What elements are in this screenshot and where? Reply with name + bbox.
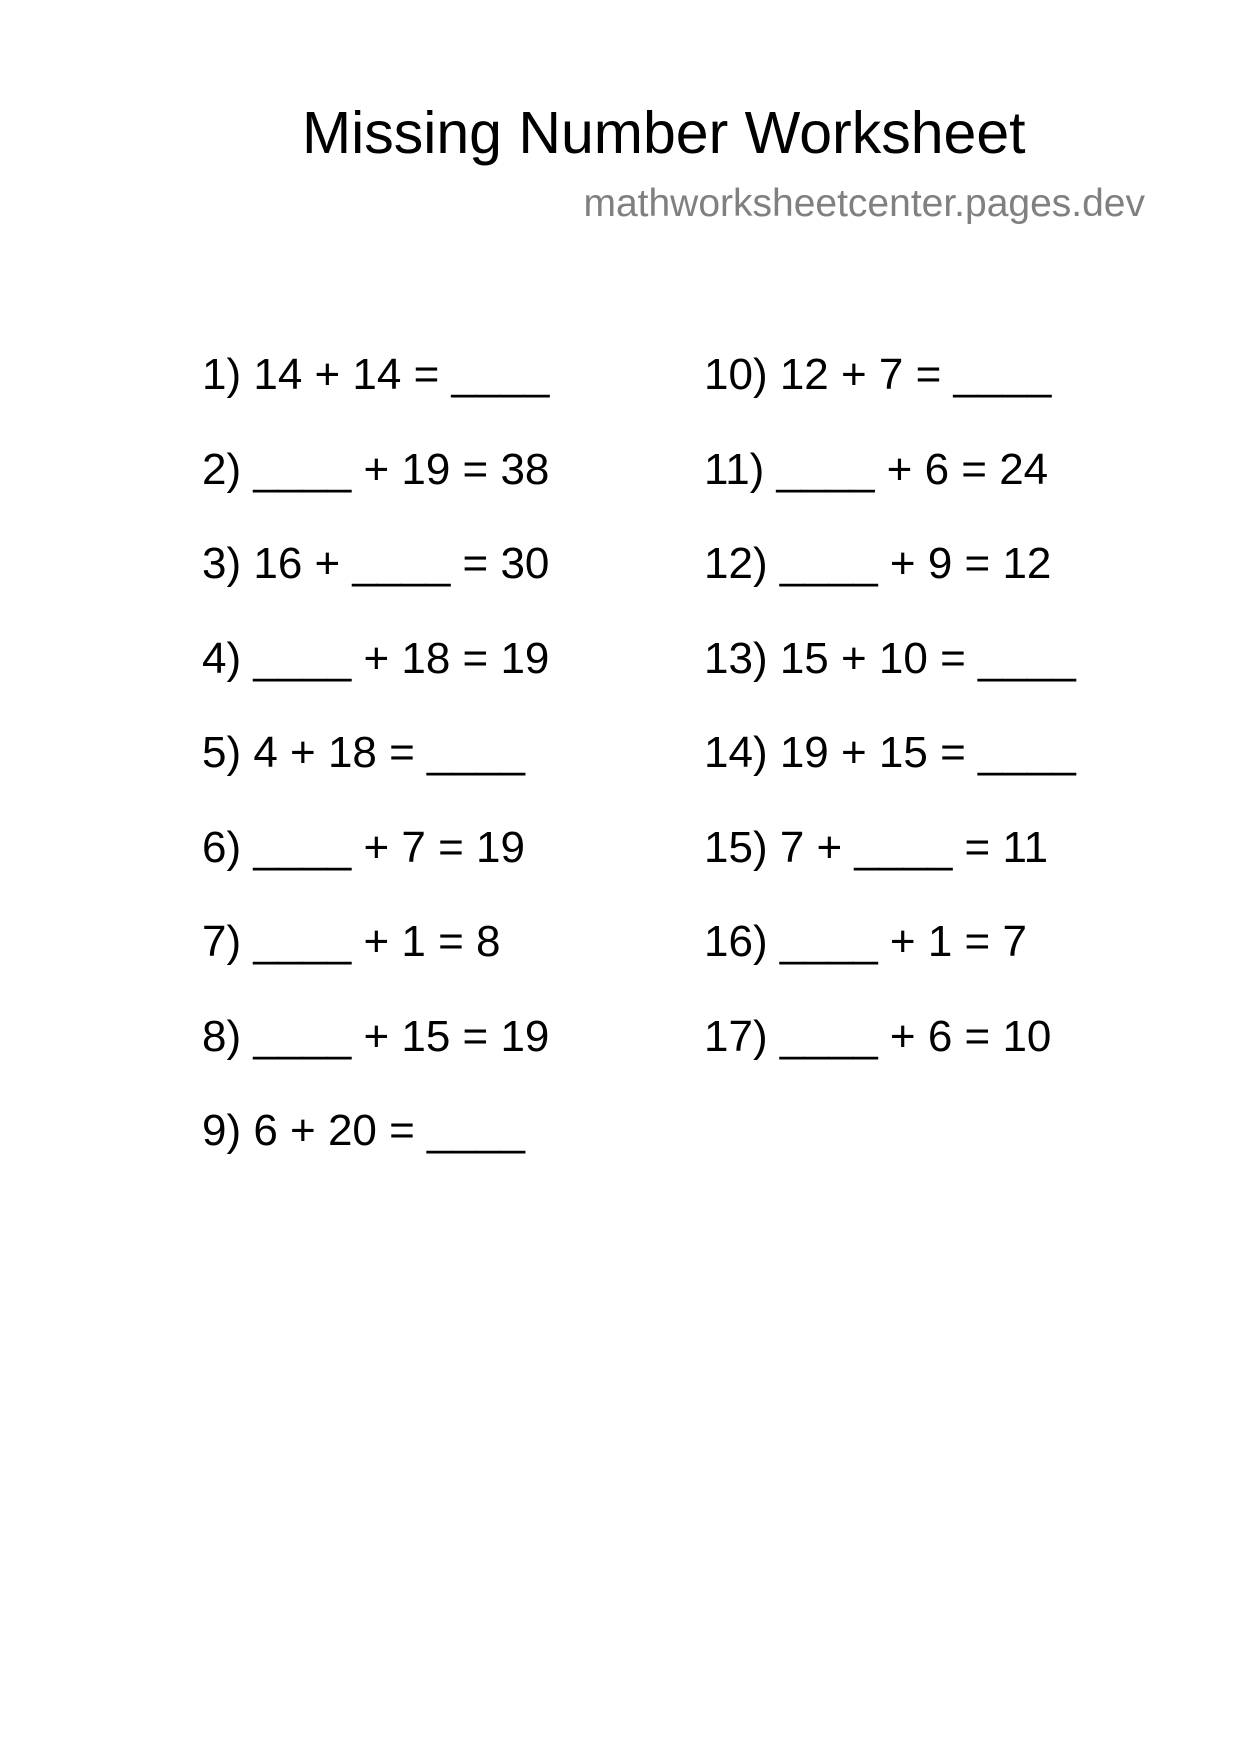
problem-14: 14) 19 + 15 = ____	[704, 728, 1076, 777]
problem-3: 3) 16 + ____ = 30	[202, 539, 550, 588]
problem-9: 9) 6 + 20 = ____	[202, 1106, 525, 1155]
problems-right-column	[704, 345, 1076, 1101]
problem-6: 6) ____ + 7 = 19	[202, 822, 525, 872]
problem-11: 11) ____ + 6 = 24	[704, 444, 1049, 494]
problem-13: 13) 15 + 10 = ____	[704, 633, 1076, 683]
page-title: Missing Number Worksheet	[302, 100, 1026, 166]
problem-10: 10) 12 + 7 = ____	[704, 350, 1052, 399]
problem-7: 7) ____ + 1 = 8	[202, 917, 501, 966]
problem-15: 15) 7 + ____ = 11	[704, 822, 1049, 872]
problem-16: 16) ____ + 1 = 7	[704, 917, 1027, 966]
problem-5: 5) 4 + 18 = ____	[202, 728, 525, 777]
problem-17: 17) ____ + 6 = 10	[704, 1011, 1052, 1061]
problem-2: 2) ____ + 19 = 38	[202, 444, 550, 494]
site-url: mathworksheetcenter.pages.dev	[583, 182, 1145, 225]
problem-4: 4) ____ + 18 = 19	[202, 633, 550, 683]
problem-8: 8) ____ + 15 = 19	[202, 1011, 550, 1061]
problem-12: 12) ____ + 9 = 12	[704, 539, 1052, 588]
problem-1: 1) 14 + 14 = ____	[202, 350, 550, 399]
problems-left-column	[202, 345, 549, 1196]
